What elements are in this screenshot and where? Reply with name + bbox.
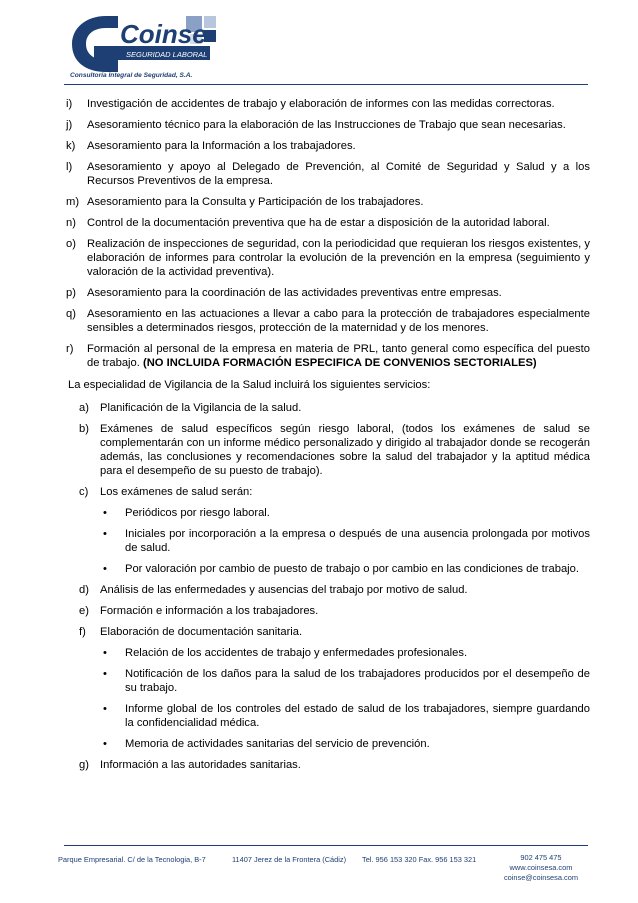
list-item: r) Formación al personal de la empresa en materia de PRL, tanto general como específica del puesto de trabajo. (NO INCLUIDA FORMACIÓN ESPECIFICA DE CONVENIOS SECTORIALES) bbox=[66, 343, 590, 369]
footer-web-link[interactable]: www.coinsesa.com bbox=[509, 863, 573, 872]
list-item: b) Exámenes de salud específicos según riesgo laboral, (todos los exámenes de salud se complementarán con un informe médico personalizado y dirigido al trabajador donde se recogerán además, las conclusiones y recomendaciones sobre la salud del trabajador y la aptitud médica para el desempeño de su puesto de trabajo). bbox=[79, 423, 590, 477]
bullet-item: • Informe global de los controles del estado de salud de los trabajadores, siempre guardando la confidencialidad médica. bbox=[103, 703, 590, 729]
list-item: j) Asesoramiento técnico para la elaboración de las Instrucciones de Trabajo que sean necesarias. bbox=[66, 119, 566, 131]
footer-address: Parque Empresarial. C/ de la Tecnologia, B-7 bbox=[58, 855, 206, 864]
bullet-item: • Memoria de actividades sanitarias del servicio de prevención. bbox=[103, 738, 430, 750]
list-item: e) Formación e información a los trabajadores. bbox=[79, 605, 319, 617]
list-item: i) Investigación de accidentes de trabajo y elaboración de informes con las medidas correctoras. bbox=[66, 98, 555, 110]
bullet-item: • Periódicos por riesgo laboral. bbox=[103, 507, 270, 519]
list-item: o) Realización de inspecciones de seguridad, con la periodicidad que requieran los riesgos existentes, y elaboración de informes para controlar la evolución de la prevención en la empresa (seguimiento y valoración de la actividad preventiva). bbox=[66, 238, 590, 278]
logo-band-text: SEGURIDAD LABORAL bbox=[126, 50, 208, 59]
list-item: k) Asesoramiento para la Información a los trabajadores. bbox=[66, 140, 356, 152]
footer-phone-short: 902 475 475 bbox=[520, 853, 562, 862]
list-item: p) Asesoramiento para la coordinación de las actividades preventivas entre empresas. bbox=[66, 287, 502, 299]
list-item: q) Asesoramiento en las actuaciones a llevar a cabo para la protección de trabajadores especialmente sensibles a determinados riesgos, protección de la maternidad y de los menores. bbox=[66, 308, 590, 334]
health-services-list bbox=[58, 401, 590, 772]
list-item: m) Asesoramiento para la Consulta y Participación de los trabajadores. bbox=[66, 196, 424, 208]
header-divider bbox=[64, 84, 588, 85]
footer-divider bbox=[64, 845, 588, 846]
footer-phones: Tel. 956 153 320 Fax. 956 153 321 bbox=[362, 855, 477, 864]
bullet-item: • Notificación de los daños para la salud de los trabajadores producidos por el desempeño de su trabajo. bbox=[103, 668, 590, 694]
list-item: f) Elaboración de documentación sanitaria. bbox=[79, 626, 303, 638]
list-item: c) Los exámenes de salud serán: bbox=[79, 486, 253, 498]
list-item: l) Asesoramiento y apoyo al Delegado de Prevención, al Comité de Seguridad y Salud y a los Recursos Preventivos de la empresa. bbox=[66, 161, 590, 187]
footer-email-link[interactable]: coinse@coinsesa.com bbox=[503, 873, 578, 882]
list-item: d) Análisis de las enfermedades y ausencias del trabajo por motivo de salud. bbox=[79, 584, 468, 596]
list-item: a) Planificación de la Vigilancia de la salud. bbox=[79, 402, 302, 414]
list-item: g) Información a las autoridades sanitarias. bbox=[79, 759, 301, 771]
bullet-item: • Relación de los accidentes de trabajo y enfermedades profesionales. bbox=[103, 647, 468, 659]
services-list bbox=[58, 97, 590, 370]
footer-city: 11407 Jerez de la Frontera (Cádiz) bbox=[232, 855, 347, 864]
list-item: n) Control de la documentación preventiva que ha de estar a disposición de la autoridad laboral. bbox=[66, 217, 550, 229]
bullet-item: • Por valoración por cambio de puesto de trabajo o por cambio en las condiciones de trabajo. bbox=[103, 563, 579, 575]
logo-subtitle: Consultoría Integral de Seguridad, S.A. bbox=[70, 72, 193, 79]
health-intro: La especialidad de Vigilancia de la Salud incluirá los siguientes servicios: bbox=[68, 379, 431, 391]
footer-contact bbox=[504, 853, 578, 883]
bold-note: (NO INCLUIDA FORMACIÓN ESPECIFICA DE CONVENIOS SECTORIALES) bbox=[142, 357, 537, 369]
bullet-item: • Iniciales por incorporación a la empresa o después de una ausencia prolongada por motivos de salud. bbox=[103, 528, 590, 554]
logo-text: Coinse bbox=[120, 19, 207, 49]
document-body bbox=[58, 97, 590, 779]
